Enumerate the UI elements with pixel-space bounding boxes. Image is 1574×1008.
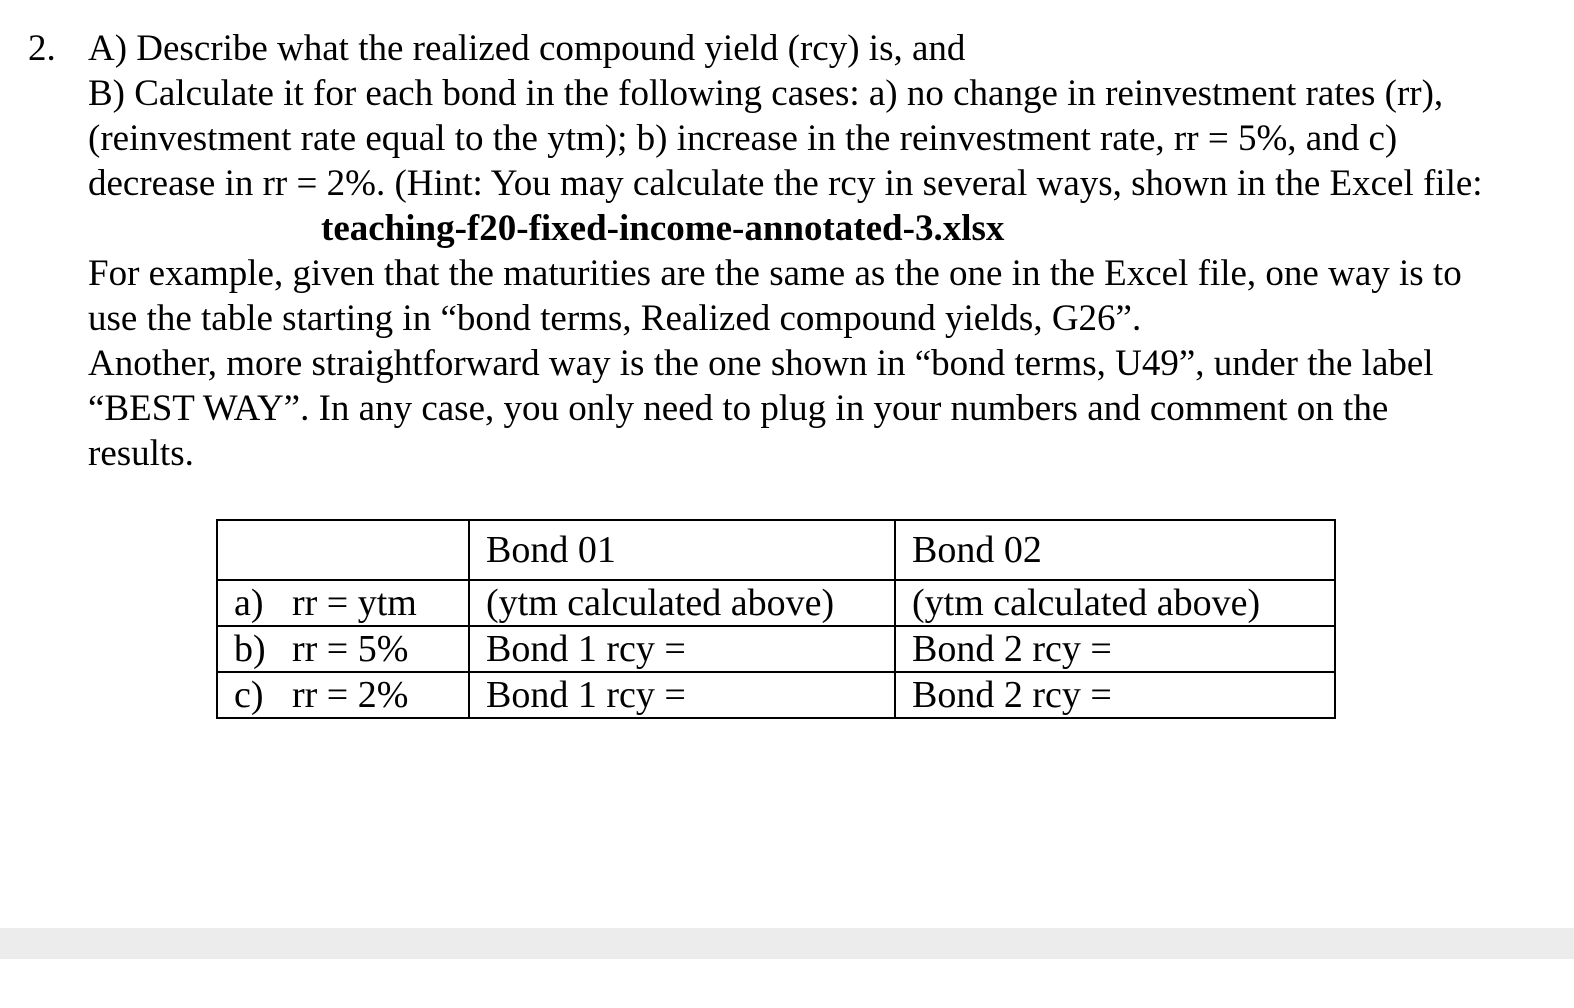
bond-rcy-table bbox=[216, 519, 1336, 719]
question-line-5: For example, given that the maturities are the same as the one in the Excel file, one way is to bbox=[88, 253, 1462, 294]
excel-filename: teaching-f20-fixed-income-annotated-3.xlsx bbox=[321, 208, 1005, 249]
question-body bbox=[88, 26, 1568, 476]
question-number: 2. bbox=[28, 28, 56, 69]
case-cell-c bbox=[217, 672, 469, 718]
header-cell-bond-01: Bond 01 bbox=[469, 520, 895, 580]
case-label: rr = 5% bbox=[292, 628, 409, 670]
bond2-cell-a: (ytm calculated above) bbox=[895, 580, 1335, 626]
table-row bbox=[217, 672, 1335, 718]
question-block bbox=[28, 26, 1568, 476]
bond1-cell-b: Bond 1 rcy = bbox=[469, 626, 895, 672]
question-line-1: A) Describe what the realized compound yield (rcy) is, and bbox=[88, 28, 966, 69]
question-line-8: “BEST WAY”. In any case, you only need to plug in your numbers and comment on the bbox=[88, 388, 1389, 429]
table-row bbox=[217, 626, 1335, 672]
question-line-9: results. bbox=[88, 433, 194, 474]
header-cell-bond-02: Bond 02 bbox=[895, 520, 1335, 580]
case-cell-a bbox=[217, 580, 469, 626]
question-line-7: Another, more straightforward way is the one shown in “bond terms, U49”, under the label bbox=[88, 343, 1434, 384]
case-letter: c) bbox=[234, 674, 264, 716]
table-header-row bbox=[217, 520, 1335, 580]
case-label: rr = ytm bbox=[292, 582, 417, 624]
question-line-6: use the table starting in “bond terms, Realized compound yields, G26”. bbox=[88, 298, 1142, 339]
bond2-cell-c: Bond 2 rcy = bbox=[895, 672, 1335, 718]
question-line-2: B) Calculate it for each bond in the following cases: a) no change in reinvestment rates (rr), bbox=[88, 73, 1444, 114]
case-label: rr = 2% bbox=[292, 674, 409, 716]
question-line-4: decrease in rr = 2%. (Hint: You may calculate the rcy in several ways, shown in the Excel file: bbox=[88, 163, 1483, 204]
bottom-scroll-bar bbox=[0, 928, 1574, 959]
table-row bbox=[217, 580, 1335, 626]
bond1-cell-c: Bond 1 rcy = bbox=[469, 672, 895, 718]
bond1-cell-a: (ytm calculated above) bbox=[469, 580, 895, 626]
header-cell-case bbox=[217, 520, 469, 580]
case-cell-b bbox=[217, 626, 469, 672]
bond2-cell-b: Bond 2 rcy = bbox=[895, 626, 1335, 672]
case-letter: a) bbox=[234, 582, 264, 624]
case-letter: b) bbox=[234, 628, 266, 670]
question-line-3: (reinvestment rate equal to the ytm); b) increase in the reinvestment rate, rr = 5%, and c) bbox=[88, 118, 1398, 159]
